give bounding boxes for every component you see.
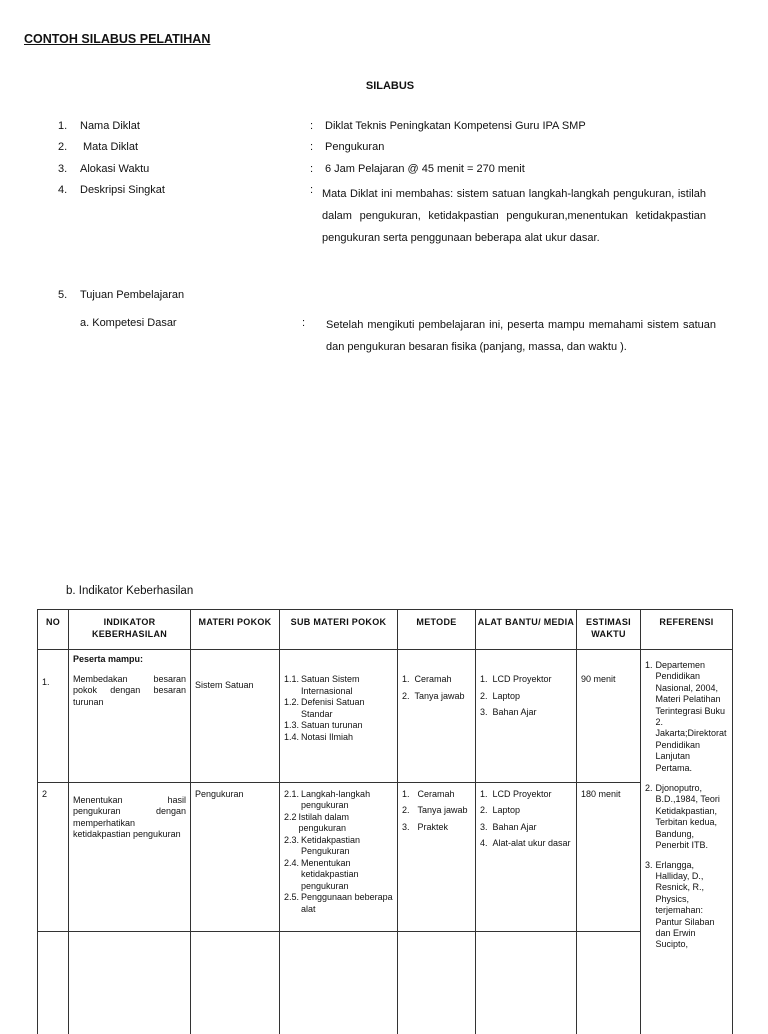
sub-materi-list (284, 674, 393, 743)
header-no: NO (38, 610, 69, 650)
referensi-list (641, 650, 732, 1034)
colon: : (310, 141, 314, 153)
info-label: Alokasi Waktu (80, 163, 150, 175)
info-number: 2. (58, 141, 68, 153)
header-sub-materi: SUB MATERI POKOK (280, 610, 398, 650)
list-item: 1. LCD Proyektor (480, 788, 552, 799)
colon: : (310, 184, 314, 196)
indikator-preface: Peserta mampu: (73, 654, 144, 664)
kompetensi-dasar-label: a. Kompetesi Dasar (80, 317, 177, 329)
header-indikator: INDIKATOR KEBERHASILAN (69, 610, 191, 650)
list-item: 1. Ceramah (402, 788, 455, 799)
header-alat: ALAT BANTU/ MEDIA (476, 610, 577, 650)
row-number: 2 (42, 788, 48, 799)
list-item: 3. Praktek (402, 821, 449, 832)
tujuan-number: 5. (58, 289, 68, 301)
list-item: 2.5. Penggunaan beberapa alat (284, 892, 393, 914)
info-value: 6 Jam Pelajaran @ 45 menit = 270 menit (325, 163, 525, 175)
list-item: 2. Laptop (480, 805, 521, 816)
colon: : (310, 120, 314, 132)
list-item: 1.3. Satuan turunan (284, 720, 363, 730)
header-referensi: REFERENSI (641, 610, 733, 650)
materi-pokok: Sistem Satuan (195, 680, 254, 690)
list-item: 1. Ceramah (402, 674, 452, 684)
metode-list (402, 674, 471, 702)
indikator-text: Membedakan besaran pokok dengan besaran turunan (73, 673, 186, 707)
info-label: Mata Diklat (83, 141, 139, 153)
list-item: 2.4. Menentukan ketidakpastian pengukuran (284, 857, 359, 891)
indikator-title: b. Indikator Keberhasilan (66, 585, 194, 597)
list-item: 2. Djonoputro, B.D.,1984, Teori Ketidakpastian, Terbitan kedua, Bandung, Penerbit ITB. (645, 783, 720, 851)
header-materi: MATERI POKOK (191, 610, 280, 650)
info-label: Deskripsi Singkat (80, 184, 165, 196)
list-item: 1.1. Satuan Sistem Internasional (284, 674, 360, 696)
list-item: 2. Tanya jawab (402, 805, 468, 816)
kompetensi-dasar-text: Setelah mengikuti pembelajaran ini, peserta mampu memahami sistem satuan dan pengukuran besaran fisika (panjang, massa, dan waktu ). (326, 319, 716, 353)
colon: : (302, 317, 306, 329)
list-item: 2. Laptop (480, 690, 521, 701)
materi-pokok: Pengukuran (195, 788, 244, 799)
list-item: 1.4. Notasi Ilmiah (284, 731, 354, 742)
deskripsi-text: Mata Diklat ini membahas: sistem satuan langkah-langkah pengukuran, istilah dalam pengukuran, ketidakpastian pengukuran,menentukan ketidakpastian pengukuran serta penggunaan beberapa alat ukur dasar. (322, 188, 706, 244)
indikator-text: Menentukan hasil pengukuran dengan memperhatikan ketidakpastian pengukuran (73, 794, 186, 840)
list-item: 3. Bahan Ajar (480, 707, 537, 717)
list-item: 2. Tanya jawab (402, 690, 465, 701)
estimasi-waktu: 90 menit (581, 674, 616, 684)
list-item: 1. LCD Proyektor (480, 674, 552, 684)
estimasi-waktu: 180 menit (581, 788, 621, 799)
list-item: 4. Alat-alat ukur dasar (480, 838, 571, 849)
table-row (38, 782, 733, 931)
header-metode: METODE (398, 610, 476, 650)
info-number: 1. (58, 120, 68, 132)
info-number: 3. (58, 163, 68, 175)
table-row-empty (38, 932, 733, 1034)
table-header-row (38, 610, 733, 650)
alat-list (480, 674, 572, 719)
header-estimasi: ESTIMASI WAKTU (577, 610, 641, 650)
document-heading: CONTOH SILABUS PELATIHAN (24, 32, 211, 46)
info-value: Pengukuran (325, 141, 385, 153)
list-item: 1.2. Defenisi Satuan Standar (284, 697, 365, 719)
row-number: 1. (42, 677, 50, 687)
table-row (38, 650, 733, 783)
list-item: 3. Erlangga, Halliday, D., Resnick, R., Physics, terjemahan: Pantur Silaban dan Erwin Sucipto, (645, 859, 715, 950)
silabus-title: SILABUS (365, 80, 415, 92)
list-item: 1. Departemen Pendidikan Nasional, 2004, Materi Pelatihan Terintegrasi Buku 2. Jakarta;Direktorat Pendidikan Lanjutan Pertama. (645, 660, 727, 773)
alat-list (480, 789, 572, 850)
info-label: Nama Diklat (80, 120, 140, 132)
indikator-table (37, 609, 733, 1034)
metode-list (402, 789, 471, 834)
info-number: 4. (58, 184, 68, 196)
tujuan-label: Tujuan Pembelajaran (80, 289, 185, 301)
list-item: 2.1. Langkah-langkah pengukuran (284, 788, 371, 811)
colon: : (310, 163, 314, 175)
list-item: 3. Bahan Ajar (480, 821, 537, 832)
list-item: 2.3. Ketidakpastian Pengukuran (284, 834, 361, 857)
list-item: 2.2 Istilah dalam pengukuran (284, 811, 350, 834)
sub-materi-list (284, 789, 393, 916)
info-value: Diklat Teknis Peningkatan Kompetensi Guru IPA SMP (325, 120, 586, 132)
